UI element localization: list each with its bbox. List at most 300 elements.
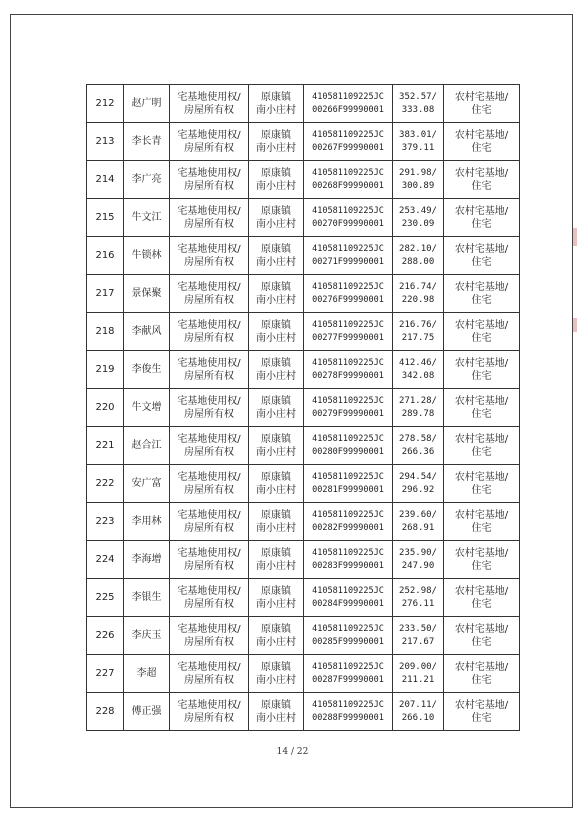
area-line: 300.89 (401, 180, 435, 191)
area-line: 266.36 (401, 446, 435, 457)
area-line: 209.00/ (399, 661, 437, 672)
unit-code-cell (304, 123, 393, 161)
land-use-line: 住宅 (471, 294, 492, 306)
right-type-cell (170, 199, 249, 237)
land-use-line: 农村宅基地/ (454, 471, 509, 483)
location-line: 原康镇 (261, 433, 291, 445)
location-line: 南小庄村 (256, 142, 296, 154)
right-type-cell (170, 655, 249, 693)
records-table (86, 84, 520, 731)
land-use-line: 农村宅基地/ (454, 129, 509, 141)
land-use-line: 农村宅基地/ (454, 167, 509, 179)
row-number-cell: 227 (87, 655, 124, 693)
land-use-cell (444, 85, 520, 123)
unit-code-cell (304, 237, 393, 275)
right-type-line: 房屋所有权 (184, 408, 234, 420)
right-type-cell (170, 123, 249, 161)
table-row (87, 161, 520, 199)
unit-code-line: 00277F99990001 (312, 332, 384, 343)
row-number-cell: 222 (87, 465, 124, 503)
location-line: 原康镇 (261, 699, 291, 711)
location-line: 南小庄村 (256, 218, 296, 230)
owner-name-cell: 傅正强 (124, 693, 170, 731)
row-number-cell: 214 (87, 161, 124, 199)
right-type-line: 宅基地使用权/ (177, 243, 241, 255)
area-cell (393, 427, 444, 465)
area-cell (393, 617, 444, 655)
location-line: 南小庄村 (256, 370, 296, 382)
unit-code-line: 00280F99990001 (312, 446, 384, 457)
table-row (87, 275, 520, 313)
unit-code-line: 00276F99990001 (312, 294, 384, 305)
unit-code-line: 410581109225JC (312, 281, 384, 292)
location-line: 南小庄村 (256, 598, 296, 610)
land-use-line: 农村宅基地/ (454, 395, 509, 407)
land-use-line: 住宅 (471, 446, 492, 458)
unit-code-cell (304, 199, 393, 237)
land-use-cell (444, 275, 520, 313)
right-type-line: 房屋所有权 (184, 142, 234, 154)
unit-code-line: 00270F99990001 (312, 218, 384, 229)
area-line: 291.98/ (399, 167, 437, 178)
land-use-line: 住宅 (471, 332, 492, 344)
right-type-line: 房屋所有权 (184, 598, 234, 610)
location-line: 原康镇 (261, 243, 291, 255)
table-row (87, 313, 520, 351)
location-line: 南小庄村 (256, 446, 296, 458)
location-line: 南小庄村 (256, 294, 296, 306)
land-use-cell (444, 541, 520, 579)
owner-name-cell: 李庆玉 (124, 617, 170, 655)
table-row (87, 199, 520, 237)
right-type-line: 宅基地使用权/ (177, 281, 241, 293)
right-type-line: 房屋所有权 (184, 484, 234, 496)
row-number-cell: 221 (87, 427, 124, 465)
location-line: 南小庄村 (256, 180, 296, 192)
unit-code-line: 410581109225JC (312, 623, 384, 634)
owner-name-cell: 李超 (124, 655, 170, 693)
owner-name-cell: 牛文增 (124, 389, 170, 427)
unit-code-line: 410581109225JC (312, 547, 384, 558)
land-use-line: 农村宅基地/ (454, 661, 509, 673)
location-line: 南小庄村 (256, 256, 296, 268)
row-number-cell: 220 (87, 389, 124, 427)
unit-code-line: 410581109225JC (312, 433, 384, 444)
area-cell (393, 693, 444, 731)
right-type-line: 房屋所有权 (184, 674, 234, 686)
right-type-line: 宅基地使用权/ (177, 585, 241, 597)
land-use-line: 住宅 (471, 674, 492, 686)
land-use-line: 农村宅基地/ (454, 509, 509, 521)
unit-code-line: 00271F99990001 (312, 256, 384, 267)
right-type-line: 房屋所有权 (184, 370, 234, 382)
area-cell (393, 161, 444, 199)
unit-code-cell (304, 503, 393, 541)
land-use-line: 农村宅基地/ (454, 585, 509, 597)
table-row (87, 237, 520, 275)
unit-code-line: 00281F99990001 (312, 484, 384, 495)
land-use-line: 农村宅基地/ (454, 281, 509, 293)
table-row (87, 503, 520, 541)
location-line: 南小庄村 (256, 522, 296, 534)
land-use-cell (444, 693, 520, 731)
location-cell (249, 617, 304, 655)
owner-name-cell: 李海增 (124, 541, 170, 579)
right-type-line: 宅基地使用权/ (177, 661, 241, 673)
unit-code-line: 410581109225JC (312, 471, 384, 482)
land-use-line: 农村宅基地/ (454, 699, 509, 711)
land-use-line: 住宅 (471, 522, 492, 534)
unit-code-line: 00283F99990001 (312, 560, 384, 571)
land-use-line: 农村宅基地/ (454, 357, 509, 369)
location-cell (249, 503, 304, 541)
area-cell (393, 123, 444, 161)
right-type-line: 宅基地使用权/ (177, 129, 241, 141)
location-line: 原康镇 (261, 319, 291, 331)
land-use-line: 住宅 (471, 598, 492, 610)
right-type-cell (170, 161, 249, 199)
owner-name-cell: 李广亮 (124, 161, 170, 199)
right-type-line: 宅基地使用权/ (177, 395, 241, 407)
area-cell (393, 275, 444, 313)
unit-code-line: 410581109225JC (312, 91, 384, 102)
area-cell (393, 579, 444, 617)
right-type-line: 宅基地使用权/ (177, 205, 241, 217)
unit-code-cell (304, 85, 393, 123)
location-cell (249, 541, 304, 579)
table-row (87, 693, 520, 731)
area-line: 333.08 (401, 104, 435, 115)
land-use-cell (444, 161, 520, 199)
unit-code-cell (304, 389, 393, 427)
right-type-line: 房屋所有权 (184, 294, 234, 306)
area-line: 271.28/ (399, 395, 437, 406)
land-use-cell (444, 617, 520, 655)
scan-mark (573, 228, 577, 246)
location-line: 南小庄村 (256, 712, 296, 724)
area-cell (393, 465, 444, 503)
right-type-line: 宅基地使用权/ (177, 547, 241, 559)
right-type-line: 房屋所有权 (184, 104, 234, 116)
land-use-line: 农村宅基地/ (454, 433, 509, 445)
right-type-cell (170, 275, 249, 313)
unit-code-line: 410581109225JC (312, 319, 384, 330)
right-type-line: 房屋所有权 (184, 256, 234, 268)
area-line: 266.10 (401, 712, 435, 723)
land-use-line: 住宅 (471, 218, 492, 230)
land-use-cell (444, 351, 520, 389)
right-type-line: 宅基地使用权/ (177, 357, 241, 369)
unit-code-cell (304, 275, 393, 313)
location-cell (249, 579, 304, 617)
location-line: 原康镇 (261, 281, 291, 293)
right-type-cell (170, 313, 249, 351)
area-line: 352.57/ (399, 91, 437, 102)
right-type-line: 房屋所有权 (184, 446, 234, 458)
land-use-cell (444, 503, 520, 541)
area-line: 253.49/ (399, 205, 437, 216)
land-use-line: 农村宅基地/ (454, 547, 509, 559)
owner-name-cell: 景保聚 (124, 275, 170, 313)
area-line: 289.78 (401, 408, 435, 419)
table-row (87, 541, 520, 579)
right-type-cell (170, 427, 249, 465)
row-number-cell: 216 (87, 237, 124, 275)
location-line: 原康镇 (261, 167, 291, 179)
land-use-line: 农村宅基地/ (454, 205, 509, 217)
land-use-cell (444, 199, 520, 237)
area-line: 216.74/ (399, 281, 437, 292)
unit-code-line: 410581109225JC (312, 167, 384, 178)
area-line: 342.08 (401, 370, 435, 381)
location-cell (249, 161, 304, 199)
unit-code-line: 00278F99990001 (312, 370, 384, 381)
right-type-line: 宅基地使用权/ (177, 91, 241, 103)
area-line: 230.09 (401, 218, 435, 229)
unit-code-line: 410581109225JC (312, 661, 384, 672)
unit-code-line: 410581109225JC (312, 357, 384, 368)
land-use-cell (444, 465, 520, 503)
owner-name-cell: 牛文江 (124, 199, 170, 237)
area-line: 233.50/ (399, 623, 437, 634)
land-use-cell (444, 313, 520, 351)
owner-name-cell: 牛锁林 (124, 237, 170, 275)
unit-code-line: 00266F99990001 (312, 104, 384, 115)
right-type-line: 房屋所有权 (184, 332, 234, 344)
row-number-cell: 212 (87, 85, 124, 123)
location-line: 南小庄村 (256, 332, 296, 344)
area-line: 216.76/ (399, 319, 437, 330)
location-line: 原康镇 (261, 585, 291, 597)
area-cell (393, 541, 444, 579)
area-line: 252.98/ (399, 585, 437, 596)
area-cell (393, 351, 444, 389)
unit-code-cell (304, 313, 393, 351)
row-number-cell: 219 (87, 351, 124, 389)
owner-name-cell: 赵广明 (124, 85, 170, 123)
land-use-cell (444, 655, 520, 693)
land-use-line: 住宅 (471, 484, 492, 496)
right-type-line: 宅基地使用权/ (177, 319, 241, 331)
location-cell (249, 389, 304, 427)
row-number-cell: 215 (87, 199, 124, 237)
area-line: 235.90/ (399, 547, 437, 558)
right-type-cell (170, 465, 249, 503)
owner-name-cell: 李银生 (124, 579, 170, 617)
location-cell (249, 465, 304, 503)
right-type-line: 房屋所有权 (184, 560, 234, 572)
area-cell (393, 503, 444, 541)
records-table-body (87, 85, 520, 731)
owner-name-cell: 赵合江 (124, 427, 170, 465)
location-line: 原康镇 (261, 509, 291, 521)
land-use-line: 农村宅基地/ (454, 623, 509, 635)
row-number-cell: 224 (87, 541, 124, 579)
table-row (87, 579, 520, 617)
unit-code-cell (304, 541, 393, 579)
land-use-line: 农村宅基地/ (454, 243, 509, 255)
location-cell (249, 275, 304, 313)
land-use-cell (444, 579, 520, 617)
location-line: 南小庄村 (256, 104, 296, 116)
location-cell (249, 313, 304, 351)
unit-code-line: 00285F99990001 (312, 636, 384, 647)
unit-code-line: 410581109225JC (312, 585, 384, 596)
area-cell (393, 85, 444, 123)
location-cell (249, 655, 304, 693)
unit-code-line: 410581109225JC (312, 509, 384, 520)
right-type-line: 宅基地使用权/ (177, 471, 241, 483)
right-type-cell (170, 503, 249, 541)
right-type-cell (170, 617, 249, 655)
location-cell (249, 693, 304, 731)
area-line: 282.10/ (399, 243, 437, 254)
location-line: 原康镇 (261, 357, 291, 369)
area-cell (393, 313, 444, 351)
right-type-line: 宅基地使用权/ (177, 433, 241, 445)
table-row (87, 655, 520, 693)
unit-code-line: 410581109225JC (312, 243, 384, 254)
row-number-cell: 228 (87, 693, 124, 731)
right-type-line: 房屋所有权 (184, 180, 234, 192)
location-cell (249, 85, 304, 123)
table-row (87, 85, 520, 123)
row-number-cell: 226 (87, 617, 124, 655)
land-use-line: 农村宅基地/ (454, 91, 509, 103)
right-type-line: 宅基地使用权/ (177, 623, 241, 635)
location-cell (249, 351, 304, 389)
land-use-line: 住宅 (471, 636, 492, 648)
land-use-line: 住宅 (471, 712, 492, 724)
location-line: 南小庄村 (256, 560, 296, 572)
land-use-line: 住宅 (471, 256, 492, 268)
location-line: 原康镇 (261, 205, 291, 217)
area-cell (393, 199, 444, 237)
unit-code-cell (304, 579, 393, 617)
area-line: 207.11/ (399, 699, 437, 710)
area-line: 278.58/ (399, 433, 437, 444)
area-line: 247.90 (401, 560, 435, 571)
location-line: 南小庄村 (256, 674, 296, 686)
location-line: 南小庄村 (256, 636, 296, 648)
unit-code-line: 00279F99990001 (312, 408, 384, 419)
area-line: 239.60/ (399, 509, 437, 520)
unit-code-line: 410581109225JC (312, 129, 384, 140)
right-type-cell (170, 237, 249, 275)
land-use-cell (444, 237, 520, 275)
right-type-cell (170, 85, 249, 123)
land-use-line: 住宅 (471, 560, 492, 572)
location-line: 原康镇 (261, 471, 291, 483)
owner-name-cell: 李献风 (124, 313, 170, 351)
area-cell (393, 237, 444, 275)
area-line: 211.21 (401, 674, 435, 685)
unit-code-line: 00282F99990001 (312, 522, 384, 533)
location-cell (249, 237, 304, 275)
right-type-cell (170, 541, 249, 579)
location-line: 原康镇 (261, 395, 291, 407)
table-row (87, 389, 520, 427)
land-use-cell (444, 389, 520, 427)
table-row (87, 427, 520, 465)
area-line: 220.98 (401, 294, 435, 305)
unit-code-line: 00287F99990001 (312, 674, 384, 685)
right-type-cell (170, 693, 249, 731)
owner-name-cell: 安广富 (124, 465, 170, 503)
land-use-cell (444, 123, 520, 161)
location-line: 原康镇 (261, 547, 291, 559)
land-use-line: 住宅 (471, 408, 492, 420)
unit-code-line: 410581109225JC (312, 395, 384, 406)
right-type-line: 宅基地使用权/ (177, 699, 241, 711)
land-use-cell (444, 427, 520, 465)
table-row (87, 351, 520, 389)
page-number: 14 / 22 (276, 747, 309, 757)
area-cell (393, 389, 444, 427)
area-line: 276.11 (401, 598, 435, 609)
table-row (87, 123, 520, 161)
unit-code-line: 410581109225JC (312, 699, 384, 710)
right-type-line: 房屋所有权 (184, 636, 234, 648)
unit-code-cell (304, 427, 393, 465)
area-cell (393, 655, 444, 693)
land-use-line: 住宅 (471, 370, 492, 382)
row-number-cell: 223 (87, 503, 124, 541)
right-type-line: 宅基地使用权/ (177, 167, 241, 179)
row-number-cell: 217 (87, 275, 124, 313)
unit-code-cell (304, 465, 393, 503)
location-line: 南小庄村 (256, 484, 296, 496)
unit-code-line: 00284F99990001 (312, 598, 384, 609)
right-type-cell (170, 351, 249, 389)
right-type-cell (170, 389, 249, 427)
location-cell (249, 199, 304, 237)
unit-code-cell (304, 693, 393, 731)
right-type-line: 房屋所有权 (184, 712, 234, 724)
owner-name-cell: 李用林 (124, 503, 170, 541)
location-line: 原康镇 (261, 661, 291, 673)
right-type-line: 房屋所有权 (184, 218, 234, 230)
area-line: 379.11 (401, 142, 435, 153)
area-line: 217.67 (401, 636, 435, 647)
area-line: 268.91 (401, 522, 435, 533)
area-line: 288.00 (401, 256, 435, 267)
area-line: 217.75 (401, 332, 435, 343)
row-number-cell: 225 (87, 579, 124, 617)
unit-code-cell (304, 617, 393, 655)
row-number-cell: 213 (87, 123, 124, 161)
area-line: 412.46/ (399, 357, 437, 368)
right-type-line: 房屋所有权 (184, 522, 234, 534)
location-cell (249, 427, 304, 465)
unit-code-line: 410581109225JC (312, 205, 384, 216)
table-row (87, 465, 520, 503)
right-type-line: 宅基地使用权/ (177, 509, 241, 521)
unit-code-line: 00268F99990001 (312, 180, 384, 191)
owner-name-cell: 李俊生 (124, 351, 170, 389)
unit-code-cell (304, 351, 393, 389)
area-line: 383.01/ (399, 129, 437, 140)
area-line: 294.54/ (399, 471, 437, 482)
location-line: 原康镇 (261, 129, 291, 141)
land-use-line: 住宅 (471, 142, 492, 154)
location-line: 原康镇 (261, 91, 291, 103)
area-line: 296.92 (401, 484, 435, 495)
scan-mark (573, 318, 577, 332)
unit-code-line: 00288F99990001 (312, 712, 384, 723)
location-line: 原康镇 (261, 623, 291, 635)
owner-name-cell: 李长青 (124, 123, 170, 161)
